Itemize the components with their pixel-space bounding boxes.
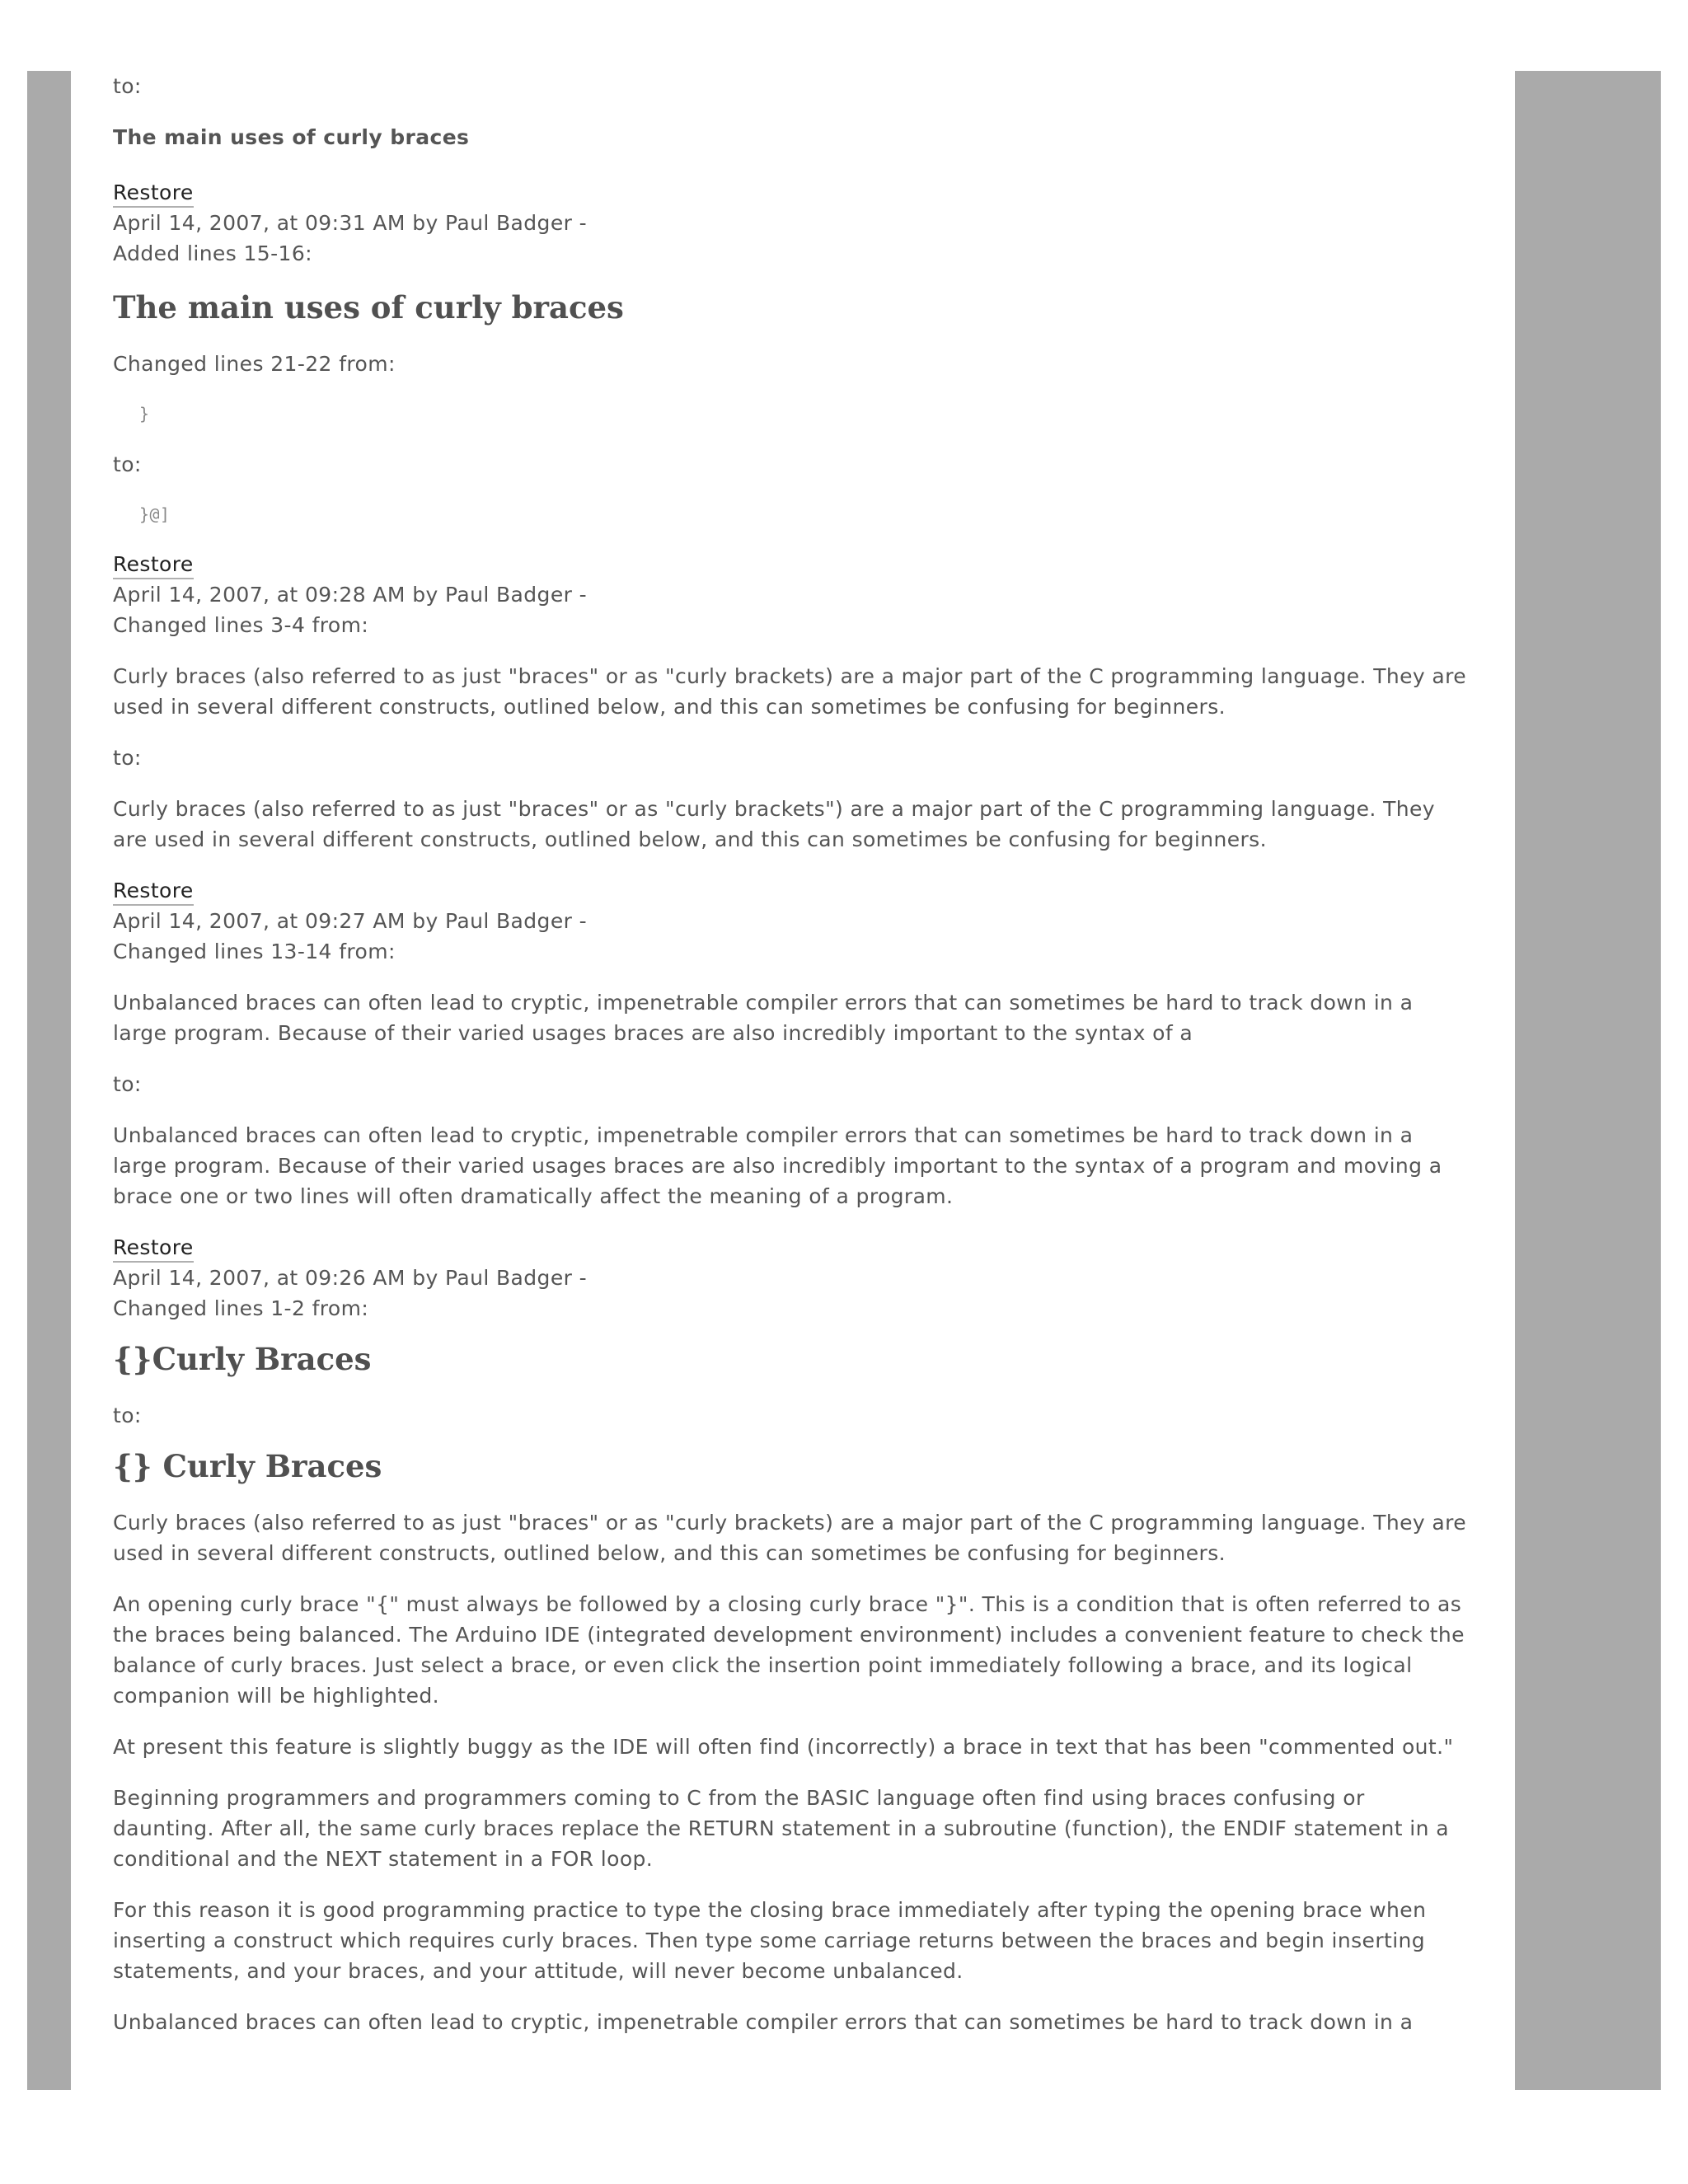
diff-text: Unbalanced braces can often lead to cryptic, impenetrable compiler errors that can sometimes be hard to track down in a large program. Because of their varied usages braces are also incredibly important to the syntax of a <box>113 991 1414 1045</box>
page-history-content <box>113 71 1471 2037</box>
diff-text: Curly braces (also referred to as just "braces" or as "curly brackets) are a major part of the C programming language. They are used in several different constructs, outlined below, and this can sometimes be confusing for beginners. <box>113 664 1467 719</box>
revision-change: Changed lines 3-4 from: <box>113 613 369 637</box>
left-margin-bar <box>27 71 71 2090</box>
revision-entry <box>113 1232 1471 1324</box>
right-margin-bar <box>1515 71 1661 2090</box>
revision-entry <box>113 549 1471 640</box>
section-heading: {} Curly Braces <box>113 1448 382 1484</box>
diff-to-label: to: <box>113 452 142 476</box>
revision-change: Changed lines 1-2 from: <box>113 1296 369 1320</box>
restore-link[interactable]: Restore <box>113 179 194 208</box>
section-heading: The main uses of curly braces <box>113 289 624 326</box>
revision-meta: April 14, 2007, at 09:28 AM by Paul Badger - <box>113 583 588 607</box>
revision-meta: April 14, 2007, at 09:26 AM by Paul Badger - <box>113 1266 588 1290</box>
diff-to-label: to: <box>113 1404 142 1427</box>
revision-change: Changed lines 13-14 from: <box>113 940 396 963</box>
diff-change-label: Changed lines 21-22 from: <box>113 352 396 376</box>
body-paragraph: Unbalanced braces can often lead to cryptic, impenetrable compiler errors that can sometimes be hard to track down in a <box>113 2010 1414 2034</box>
diff-text: Curly braces (also referred to as just "braces" or as "curly brackets") are a major part of the C programming language. They are used in several different constructs, outlined below, and this can sometimes be confusing for beginners. <box>113 797 1435 851</box>
diff-to-label: to: <box>113 74 142 98</box>
body-paragraph: For this reason it is good programming practice to type the closing brace immediately after typing the opening brace when inserting a construct which requires curly braces. Then type some carriage returns between the braces and begin inserting statements, and your braces, and your attitude, will never become unbalanced. <box>113 1898 1427 1983</box>
diff-text: The main uses of curly braces <box>113 125 470 149</box>
restore-link[interactable]: Restore <box>113 551 194 579</box>
body-paragraph: An opening curly brace "{" must always be followed by a closing curly brace "}". This is a condition that is often referred to as the braces being balanced. The Arduino IDE (integrated development environment) includes a convenient feature to check the balance of curly braces. Just select a brace, or even click the insertion point immediately following a brace, and its logical companion will be highlighted. <box>113 1592 1465 1708</box>
code-snippet: } <box>139 404 150 424</box>
section-heading: {}Curly Braces <box>113 1341 372 1377</box>
revision-entry <box>113 875 1471 967</box>
revision-entry <box>113 177 1471 269</box>
body-paragraph: At present this feature is slightly buggy as the IDE will often find (incorrectly) a brace in text that has been "commented out." <box>113 1735 1454 1759</box>
revision-meta: April 14, 2007, at 09:31 AM by Paul Badger - <box>113 211 588 235</box>
code-snippet: }@] <box>139 504 171 524</box>
diff-text: Unbalanced braces can often lead to cryptic, impenetrable compiler errors that can sometimes be hard to track down in a large program. Because of their varied usages braces are also incredibly important to the syntax of a program and moving a brace one or two lines will often dramatically affect the meaning of a program. <box>113 1123 1442 1208</box>
body-paragraph: Beginning programmers and programmers coming to C from the BASIC language often find using braces confusing or daunting. After all, the same curly braces replace the RETURN statement in a subroutine (function), the ENDIF statement in a conditional and the NEXT statement in a FOR loop. <box>113 1786 1449 1871</box>
restore-link[interactable]: Restore <box>113 877 194 906</box>
revision-meta: April 14, 2007, at 09:27 AM by Paul Badger - <box>113 909 588 933</box>
body-paragraph: Curly braces (also referred to as just "braces" or as "curly brackets) are a major part of the C programming language. They are used in several different constructs, outlined below, and this can sometimes be confusing for beginners. <box>113 1511 1467 1565</box>
restore-link[interactable]: Restore <box>113 1234 194 1263</box>
diff-to-label: to: <box>113 1072 142 1096</box>
diff-to-label: to: <box>113 746 142 770</box>
revision-change: Added lines 15-16: <box>113 241 312 265</box>
